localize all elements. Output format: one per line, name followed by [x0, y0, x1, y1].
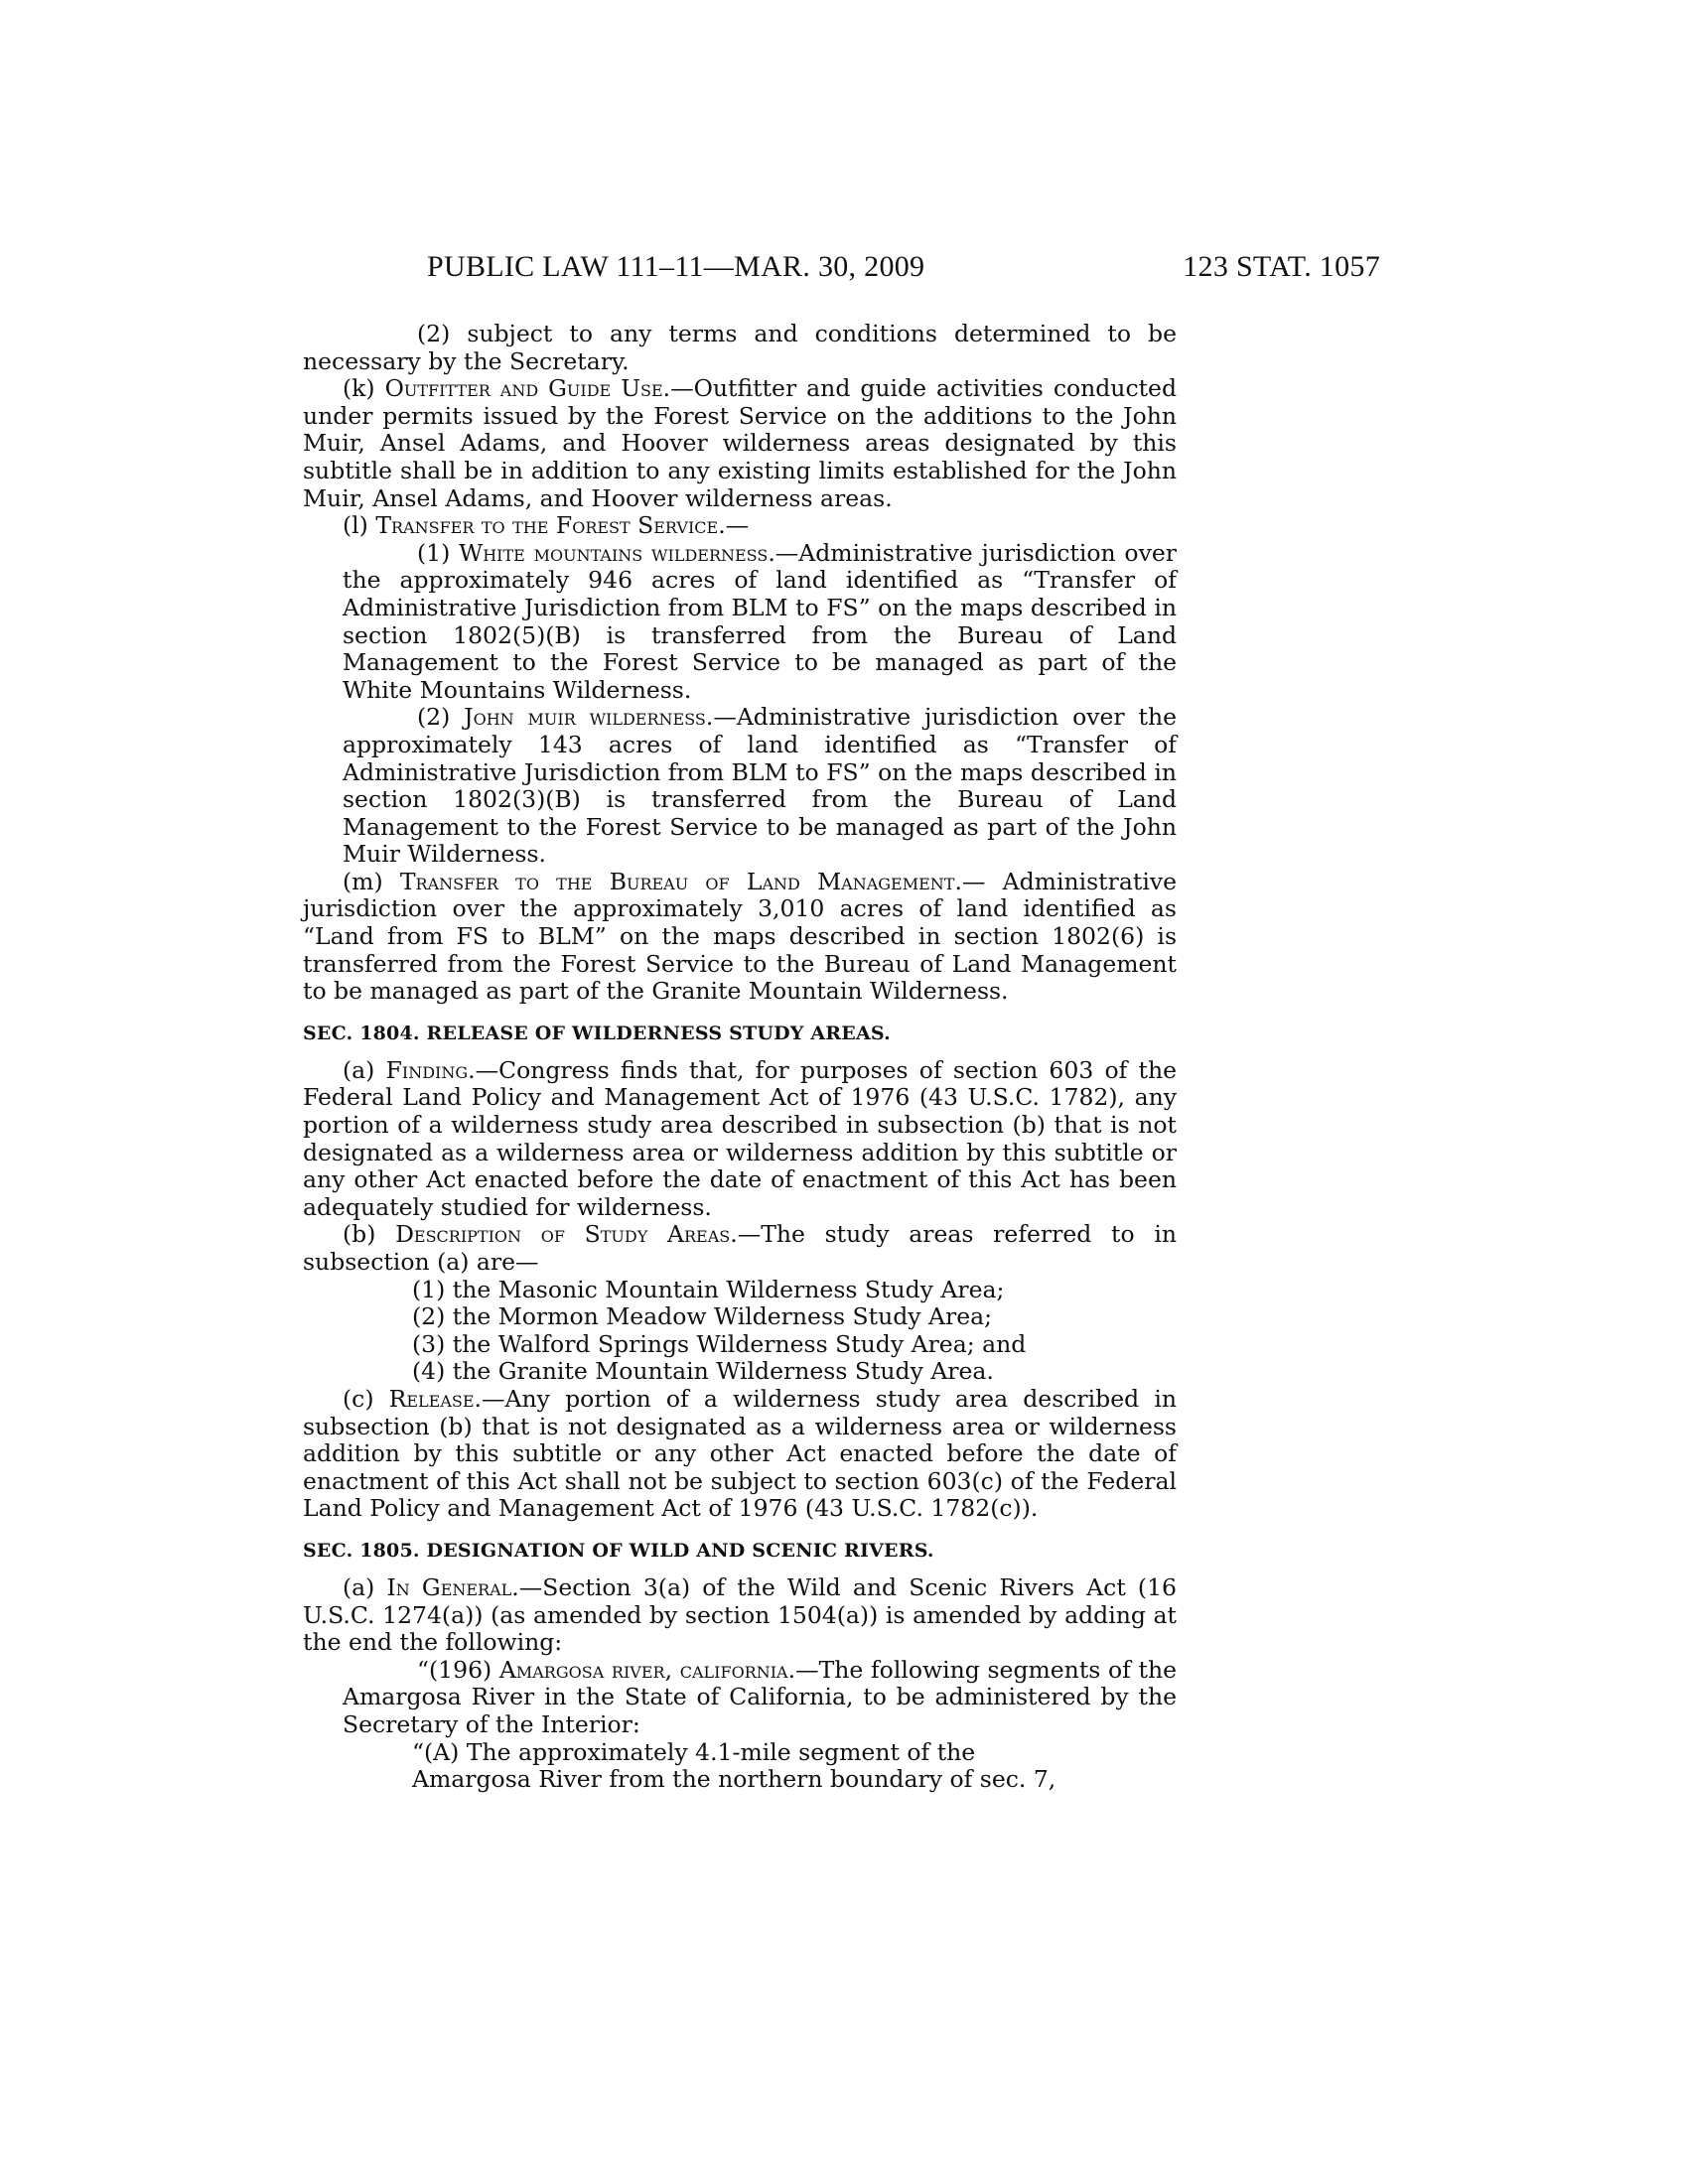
quoted-paragraph-196-text: .—The following segments of the Amargosa River in the State of California, to be administered by the Secretary of the Interior: [343, 1655, 1177, 1738]
paragraph-j2-text: (2) subject to any terms and conditions determined to be necessary by the Secretary. [303, 320, 1177, 375]
section-1805-a-label: (a) [343, 1572, 387, 1601]
paragraph-j2 [303, 321, 1177, 375]
section-1804-c-title: Release [388, 1384, 475, 1413]
study-area-item: (4) the Granite Mountain Wilderness Study Area. [412, 1357, 994, 1386]
section-1804-a-label: (a) [343, 1055, 386, 1084]
paragraph-l2 [303, 704, 1177, 869]
section-1805-a-text: .—Section 3(a) of the Wild and Scenic Rivers Act (16 U.S.C. 1274(a)) (as amended by section 1504(a)) is amended by adding at the end the following: [303, 1572, 1177, 1657]
quoted-subparagraph-a-line1: “(A) The approximately 4.1-mile segment of the [412, 1737, 976, 1766]
paragraph-k-title: Outfitter and Guide Use [384, 374, 663, 403]
section-1804-b-title: Description of Study Areas [395, 1220, 731, 1249]
paragraph-l1-text: .—Administrative jurisdiction over the approximately 946 acres of land identified as “Transfer of Administrative Jurisdiction from BLM to FS” on the maps described in section 1802(5)(B) is transferred from the Bureau of Land Management to the Forest Service to be managed as part of the White Mountains Wilderness. [343, 538, 1177, 704]
paragraph-l1 [303, 540, 1177, 705]
quoted-subparagraph-a-line2: Amargosa River from the northern boundary of sec. 7, [412, 1765, 1056, 1794]
paragraph-l1-label: (1) [417, 538, 460, 567]
header-public-law: PUBLIC LAW 111–11—MAR. 30, 2009 [427, 250, 925, 283]
section-1804-c-label: (c) [343, 1384, 389, 1413]
page-header [298, 250, 1380, 290]
section-1804-b-text: .—The study areas referred to in subsection (a) are— [303, 1220, 1177, 1276]
quoted-subparagraph-a-continued [303, 1766, 1177, 1794]
quoted-paragraph-196-label: “(196) [417, 1655, 499, 1684]
section-1804-heading: SEC. 1804. RELEASE OF WILDERNESS STUDY AREAS. [303, 1022, 891, 1044]
paragraph-m [303, 869, 1177, 1006]
section-1804-b [303, 1221, 1177, 1276]
header-stat-page: 123 STAT. 1057 [1183, 250, 1380, 283]
section-1804-c-text: .—Any portion of a wilderness study area described in subsection (b) that is not designated as a wilderness area or wilderness addition by this subtitle or any other Act enacted before the date of enactment of this Act shall not be subject to section 603(c) of the Federal Land Policy and Management Act of 1976 (43 U.S.C. 1782(c)). [303, 1384, 1177, 1523]
paragraph-m-text: .— Administrative jurisdiction over the approximately 3,010 acres of land identified as “Land from FS to BLM” on the maps described in section 1802(6) is transferred from the Forest Service to the Bureau of Land Management to be managed as part of the Granite Mountain Wilderness. [303, 867, 1178, 1006]
document-body [303, 321, 1177, 1794]
paragraph-l [303, 512, 1177, 540]
paragraph-l2-text: .—Administrative jurisdiction over the approximately 143 acres of land identified as “Transfer of Administrative Jurisdiction from BLM to FS” on the maps described in section 1802(3)(B) is transferred from the Bureau of Land Management to the Forest Service to be managed as part of the John Muir Wilderness. [343, 703, 1177, 869]
study-area-item: (3) the Walford Springs Wilderness Study Area; and [412, 1329, 1027, 1358]
section-1804-a [303, 1057, 1177, 1222]
paragraph-l2-title: John muir wilderness [464, 703, 706, 732]
paragraph-m-label: (m) [343, 867, 400, 895]
paragraph-k [303, 375, 1177, 512]
paragraph-m-title: Transfer to the Bureau of Land Management [399, 867, 955, 895]
paragraph-l1-title: White mountains wilderness [459, 538, 769, 567]
paragraph-l-text: .— [718, 511, 750, 540]
study-area-item: (1) the Masonic Mountain Wilderness Study Area; [412, 1275, 1005, 1303]
paragraph-l-label: (l) [343, 511, 376, 540]
section-1804-c [303, 1386, 1177, 1523]
paragraph-k-label: (k) [343, 374, 385, 403]
section-1805-a [303, 1574, 1177, 1657]
paragraph-k-text: .—Outfitter and guide activities conducted under permits issued by the Forest Service on the additions to the John Muir, Ansel Adams, and Hoover wilderness areas designated by this subtitle shall be in addition to any existing limits established for the John Muir, Ansel Adams, and Hoover wilderness areas. [303, 374, 1178, 512]
paragraph-l-title: Transfer to the Forest Service [375, 511, 719, 540]
section-1805-heading: SEC. 1805. DESIGNATION OF WILD AND SCENIC RIVERS. [303, 1539, 934, 1562]
study-area-item: (2) the Mormon Meadow Wilderness Study Area; [412, 1302, 993, 1331]
section-1804-a-text: .—Congress finds that, for purposes of section 603 of the Federal Land Policy and Management Act of 1976 (43 U.S.C. 1782), any portion of a wilderness study area described in subsection (b) that is not designated as a wilderness area or wilderness addition by this subtitle or any other Act enacted before the date of enactment of this Act has been adequately studied for wilderness. [303, 1055, 1178, 1221]
quoted-paragraph-196-title: Amargosa river, california [498, 1655, 788, 1684]
quoted-paragraph-196 [303, 1657, 1177, 1739]
section-1804-b-label: (b) [343, 1220, 396, 1249]
quoted-subparagraph-a [303, 1739, 1177, 1767]
section-1805-a-title: In General [386, 1572, 512, 1601]
section-1804-a-title: Finding [385, 1055, 469, 1084]
paragraph-l2-label: (2) [417, 703, 465, 732]
